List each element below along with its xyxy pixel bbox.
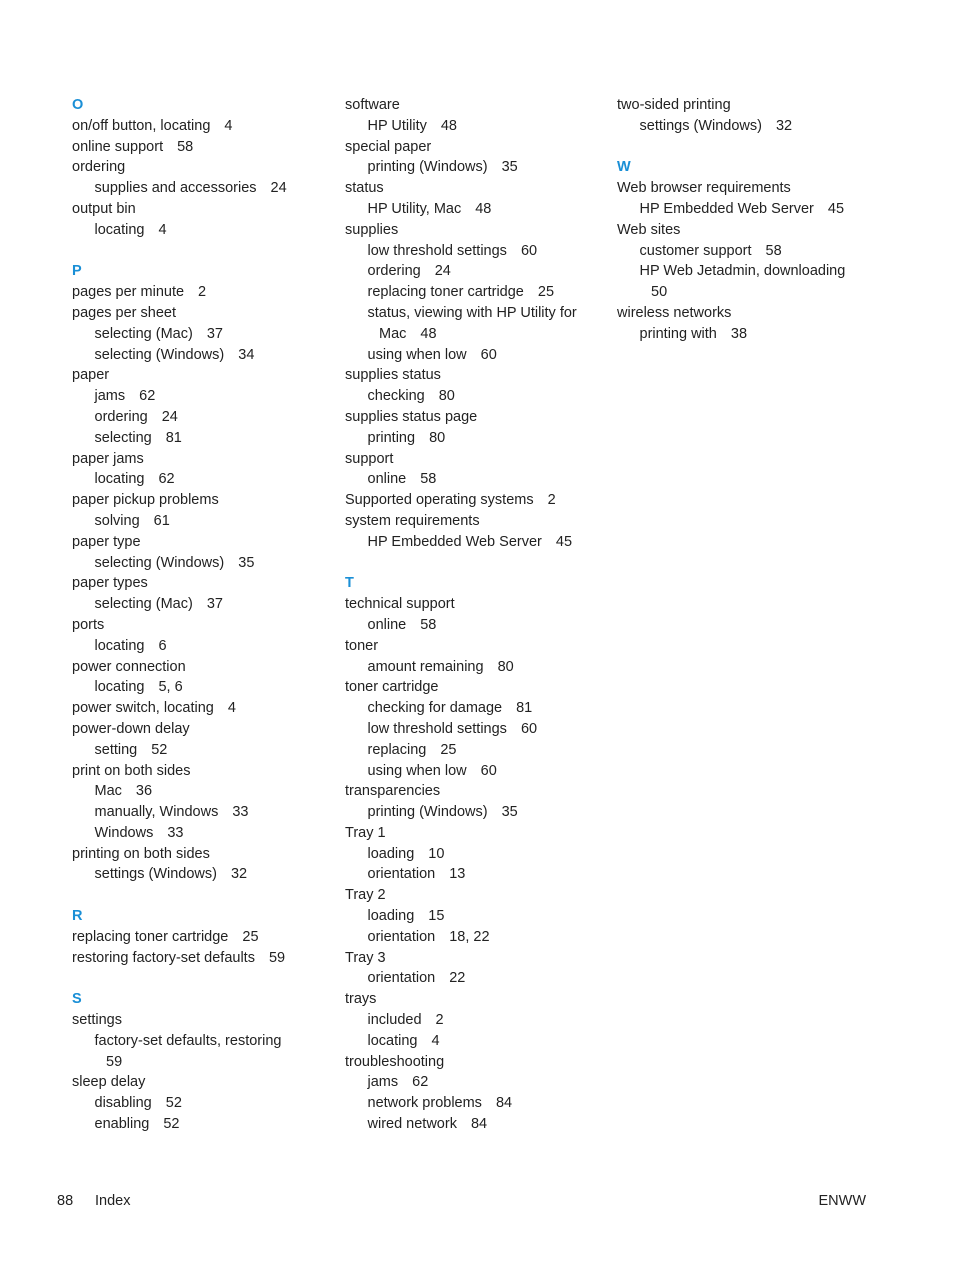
index-term: setting (94, 741, 138, 758)
index-term: Web browser requirements (617, 180, 791, 197)
index-entry (72, 615, 342, 636)
index-term: selecting (Windows) (94, 554, 225, 571)
index-entry (345, 365, 615, 386)
index-subentry (345, 927, 615, 948)
index-page-ref: 34 (238, 346, 255, 363)
index-term: manually, Windows (94, 804, 219, 821)
index-page-ref: 25 (537, 284, 555, 301)
index-term: using when low (367, 346, 467, 363)
index-subentry (72, 864, 342, 885)
index-entry (345, 1052, 615, 1073)
index-entry (72, 927, 342, 948)
index-subentry (72, 220, 342, 241)
index-entry (72, 282, 342, 303)
index-subentry (345, 698, 615, 719)
index-subentry (72, 1031, 342, 1052)
index-subentry (72, 345, 342, 366)
index-subentry (72, 511, 342, 532)
index-term: HP Utility (367, 117, 427, 134)
index-subentry (345, 615, 615, 636)
index-page-ref: 58 (765, 242, 782, 259)
index-entry (617, 303, 887, 324)
index-subentry (345, 1031, 615, 1052)
index-column-1 (72, 95, 342, 1135)
index-page-ref: 2 (547, 492, 556, 509)
index-term: restoring factory-set defaults (72, 949, 255, 966)
index-term: online support (72, 138, 164, 155)
index-term: system requirements (345, 512, 480, 529)
index-term: trays (345, 991, 377, 1008)
index-term: 59 (106, 1053, 123, 1070)
index-term: toner cartridge (345, 679, 439, 696)
index-subentry (345, 864, 615, 885)
index-term: loading (367, 908, 415, 925)
index-page-ref: 62 (412, 1074, 429, 1091)
index-subentry (345, 469, 615, 490)
index-term: ordering (367, 263, 421, 280)
index-subentry (72, 781, 342, 802)
index-subentry (617, 282, 887, 303)
index-letter-heading: W (617, 159, 631, 176)
index-subentry (72, 324, 342, 345)
index-subentry (345, 386, 615, 407)
index-term: loading (367, 845, 415, 862)
index-page-ref: 25 (440, 741, 457, 758)
index-term: 50 (651, 284, 668, 301)
index-subentry (345, 844, 615, 865)
index-term: supplies status page (345, 408, 478, 425)
index-term: printing with (639, 325, 717, 342)
index-term: ports (72, 616, 105, 633)
index-page-ref: 24 (161, 408, 178, 425)
index-entry (345, 948, 615, 969)
index-entry (345, 781, 615, 802)
index-page-ref: 52 (151, 741, 168, 758)
index-term: selecting (Windows) (94, 346, 225, 363)
index-subentry (345, 1072, 615, 1093)
index-subentry (72, 802, 342, 823)
index-subentry (617, 241, 887, 262)
index-term: paper jams (72, 450, 144, 467)
index-subentry (617, 324, 887, 345)
index-page-ref: 62 (158, 471, 175, 488)
index-term: online (367, 616, 407, 633)
index-entry (72, 657, 342, 678)
index-term: Windows (94, 824, 154, 841)
index-subentry (72, 469, 342, 490)
index-subentry (345, 906, 615, 927)
index-subentry (345, 261, 615, 282)
index-term: supplies status (345, 367, 441, 384)
index-page-ref: 4 (224, 117, 233, 134)
footer-page-number: 88 (57, 1193, 74, 1209)
index-term: jams (94, 388, 126, 405)
index-entry (345, 511, 615, 532)
index-entry (72, 573, 342, 594)
index-entry (72, 844, 342, 865)
index-term: locating (94, 637, 145, 654)
index-subentry (345, 1114, 615, 1135)
index-page-ref: 24 (434, 263, 451, 280)
index-entry (617, 178, 887, 199)
index-subentry (72, 636, 342, 657)
index-page-ref: 52 (165, 1095, 182, 1112)
index-letter-heading: P (72, 263, 82, 280)
index-term: paper (72, 367, 110, 384)
index-entry (72, 761, 342, 782)
index-letter-heading: S (72, 991, 82, 1008)
index-entry (345, 989, 615, 1010)
index-term: pages per minute (72, 284, 185, 301)
index-term: troubleshooting (345, 1053, 445, 1070)
index-page-ref: 48 (420, 325, 437, 342)
index-entry (72, 532, 342, 553)
index-entry (72, 490, 342, 511)
index-page-ref: 80 (429, 429, 446, 446)
index-term: disabling (94, 1095, 152, 1112)
index-page-ref: 58 (177, 138, 194, 155)
index-subentry (72, 553, 342, 574)
index-term: replacing toner cartridge (367, 284, 524, 301)
index-page-ref: 45 (827, 200, 845, 217)
index-term: pages per sheet (72, 304, 176, 321)
index-page-ref: 24 (270, 180, 287, 197)
index-page-ref: 60 (480, 346, 497, 363)
index-subentry (345, 116, 615, 137)
index-letter-heading: T (345, 575, 354, 592)
index-subentry (345, 345, 615, 366)
index-page-ref: 37 (206, 325, 223, 342)
index-term: network problems (367, 1095, 482, 1112)
index-subentry (72, 1114, 342, 1135)
index-entry (72, 1072, 342, 1093)
index-subentry (345, 324, 615, 345)
index-entry (72, 698, 342, 719)
index-entry (345, 490, 615, 511)
index-page-ref: 37 (206, 596, 223, 613)
index-page-ref: 58 (420, 616, 437, 633)
index-subentry (345, 157, 615, 178)
index-term: power switch, locating (72, 700, 214, 717)
index-entry (72, 948, 342, 969)
index-page-ref: 33 (232, 804, 249, 821)
index-term: technical support (345, 596, 455, 613)
index-entry (72, 303, 342, 324)
index-term: replacing (367, 741, 427, 758)
index-entry (72, 199, 342, 220)
index-term: orientation (367, 970, 436, 987)
index-letter-heading: R (72, 908, 83, 925)
index-page-ref: 52 (163, 1116, 180, 1133)
index-page-ref: 25 (242, 928, 259, 945)
index-subentry (345, 282, 615, 303)
index-term: wired network (367, 1116, 457, 1133)
index-page-ref: 22 (449, 970, 466, 987)
index-entry (345, 594, 615, 615)
index-term: software (345, 97, 400, 113)
index-page-ref: 32 (230, 866, 248, 883)
index-term: two-sided printing (617, 97, 731, 113)
index-term: toner (345, 637, 379, 654)
index-page-ref: 45 (555, 533, 573, 550)
index-term: Web sites (617, 221, 681, 238)
index-page-ref: 38 (730, 325, 748, 342)
index-subentry (72, 178, 342, 199)
index-page-ref: 58 (420, 471, 437, 488)
index-term: enabling (94, 1116, 150, 1133)
index-entry (617, 95, 887, 116)
index-entry (345, 823, 615, 844)
index-subentry (345, 740, 615, 761)
index-term: low threshold settings (367, 720, 507, 737)
index-term: output bin (72, 200, 136, 217)
index-term: amount remaining (367, 658, 484, 675)
index-entry (72, 157, 342, 178)
index-term: supplies and accessories (94, 180, 257, 197)
index-page-ref: 81 (165, 429, 182, 446)
index-page-ref: 6 (158, 637, 167, 654)
index-page-ref: 60 (520, 242, 538, 259)
index-term: paper type (72, 533, 141, 550)
index-subentry (72, 677, 342, 698)
index-term: orientation (367, 928, 436, 945)
index-term: power-down delay (72, 720, 190, 737)
index-page-ref: 18, 22 (449, 928, 490, 945)
index-term: print on both sides (72, 762, 191, 779)
index-page-ref: 33 (167, 824, 184, 841)
index-term: status (345, 180, 384, 197)
index-column-3 (617, 95, 887, 345)
index-term: sleep delay (72, 1074, 146, 1091)
index-page-ref: 84 (470, 1116, 488, 1133)
index-term: paper pickup problems (72, 492, 219, 509)
index-term: checking for damage (367, 700, 503, 717)
index-entry (345, 449, 615, 470)
index-subentry (345, 199, 615, 220)
index-term: printing (Windows) (367, 159, 488, 176)
index-term: using when low (367, 762, 467, 779)
section-spacer (72, 885, 342, 906)
index-term: ordering (94, 408, 148, 425)
index-entry (345, 885, 615, 906)
index-term: settings (Windows) (94, 866, 217, 883)
index-term: factory-set defaults, restoring (94, 1032, 282, 1049)
index-subentry (72, 428, 342, 449)
index-page-ref: 80 (438, 388, 455, 405)
index-term: settings (72, 1012, 122, 1029)
index-entry (72, 137, 342, 158)
index-term: online (367, 471, 407, 488)
index-term: printing (367, 429, 416, 446)
index-subentry (617, 116, 887, 137)
index-term: checking (367, 388, 425, 405)
footer-doc-code: ENWW (818, 1193, 866, 1209)
index-subentry (72, 1052, 342, 1073)
index-letter-heading: O (72, 97, 84, 113)
index-entry (345, 636, 615, 657)
index-page-ref: 62 (139, 388, 156, 405)
index-term: ordering (72, 159, 126, 176)
index-term: paper types (72, 575, 148, 592)
index-term: settings (Windows) (639, 117, 762, 134)
index-term: Tray 1 (345, 824, 386, 841)
index-term: solving (94, 512, 140, 529)
index-term: support (345, 450, 394, 467)
index-page-ref: 10 (428, 845, 445, 862)
index-column-2 (345, 95, 615, 1135)
index-entry (72, 719, 342, 740)
index-entry (617, 220, 887, 241)
index-entry (345, 677, 615, 698)
index-term: customer support (639, 242, 752, 259)
index-term: orientation (367, 866, 436, 883)
index-entry (72, 365, 342, 386)
index-subentry (72, 823, 342, 844)
index-subentry (345, 719, 615, 740)
index-page-ref: 84 (495, 1095, 513, 1112)
index-subentry (72, 1093, 342, 1114)
index-term: status, viewing with HP Utility for (367, 304, 577, 321)
index-page-ref: 80 (497, 658, 514, 675)
section-spacer (617, 137, 887, 158)
section-spacer (345, 553, 615, 574)
index-term: selecting (94, 429, 152, 446)
index-subentry (617, 199, 887, 220)
index-page-ref: 4 (431, 1032, 440, 1049)
index-entry (345, 137, 615, 158)
index-page-ref: 61 (153, 512, 170, 529)
index-page-ref: 15 (428, 908, 445, 925)
index-page-ref: 4 (227, 700, 236, 717)
index-entry (72, 116, 342, 137)
index-term: HP Embedded Web Server (639, 200, 814, 217)
index-term: Mac (94, 783, 122, 800)
index-entry (345, 178, 615, 199)
index-entry (72, 449, 342, 470)
index-subentry (617, 261, 887, 282)
index-page-ref: 2 (198, 284, 207, 301)
index-subentry (345, 303, 615, 324)
index-subentry (72, 407, 342, 428)
index-page-ref: 32 (775, 117, 793, 134)
index-subentry (345, 802, 615, 823)
index-subentry (72, 594, 342, 615)
index-entry (345, 95, 615, 116)
index-term: HP Web Jetadmin, downloading (639, 263, 846, 280)
index-subentry (345, 761, 615, 782)
index-entry (72, 1010, 342, 1031)
index-page-ref: 35 (238, 554, 255, 571)
index-term: HP Embedded Web Server (367, 533, 542, 550)
index-term: locating (367, 1032, 418, 1049)
index-term: power connection (72, 658, 186, 675)
index-subentry (345, 968, 615, 989)
index-term: replacing toner cartridge (72, 928, 229, 945)
index-term: printing on both sides (72, 845, 210, 862)
index-page-ref: 5, 6 (158, 679, 183, 696)
footer-section-title: Index (95, 1193, 131, 1209)
index-subentry (345, 532, 615, 553)
index-page-ref: 35 (501, 159, 518, 176)
index-term: printing (Windows) (367, 804, 488, 821)
index-page-ref: 48 (440, 117, 457, 134)
index-page-ref: 2 (435, 1012, 444, 1029)
section-spacer (72, 968, 342, 989)
index-term: Tray 2 (345, 887, 386, 904)
index-entry (345, 220, 615, 241)
section-spacer (72, 241, 342, 262)
index-term: special paper (345, 138, 432, 155)
index-entry (345, 407, 615, 428)
index-subentry (345, 1093, 615, 1114)
index-term: on/off button, locating (72, 117, 211, 134)
index-page-ref: 60 (520, 720, 538, 737)
index-page-ref: 4 (158, 221, 167, 238)
index-term: Supported operating systems (345, 492, 534, 509)
index-subentry (345, 1010, 615, 1031)
index-term: locating (94, 221, 145, 238)
index-term: locating (94, 679, 145, 696)
index-page-ref: 36 (135, 783, 153, 800)
index-term: included (367, 1012, 422, 1029)
index-term: selecting (Mac) (94, 325, 193, 342)
index-subentry (72, 386, 342, 407)
index-page-ref: 48 (475, 200, 492, 217)
index-subentry (345, 241, 615, 262)
index-term: low threshold settings (367, 242, 507, 259)
index-term: transparencies (345, 783, 441, 800)
index-subentry (72, 740, 342, 761)
index-term: HP Utility, Mac (367, 200, 462, 217)
index-term: supplies (345, 221, 399, 238)
index-term: Tray 3 (345, 949, 386, 966)
index-term: Mac (379, 325, 407, 342)
index-term: locating (94, 471, 145, 488)
index-page-ref: 13 (449, 866, 466, 883)
index-page-ref: 59 (268, 949, 286, 966)
index-subentry (345, 428, 615, 449)
index-term: jams (367, 1074, 399, 1091)
index-term: wireless networks (617, 304, 732, 321)
index-term: selecting (Mac) (94, 596, 193, 613)
index-page-ref: 60 (480, 762, 497, 779)
index-subentry (345, 657, 615, 678)
index-page-ref: 81 (516, 700, 533, 717)
index-page-ref: 35 (501, 804, 518, 821)
